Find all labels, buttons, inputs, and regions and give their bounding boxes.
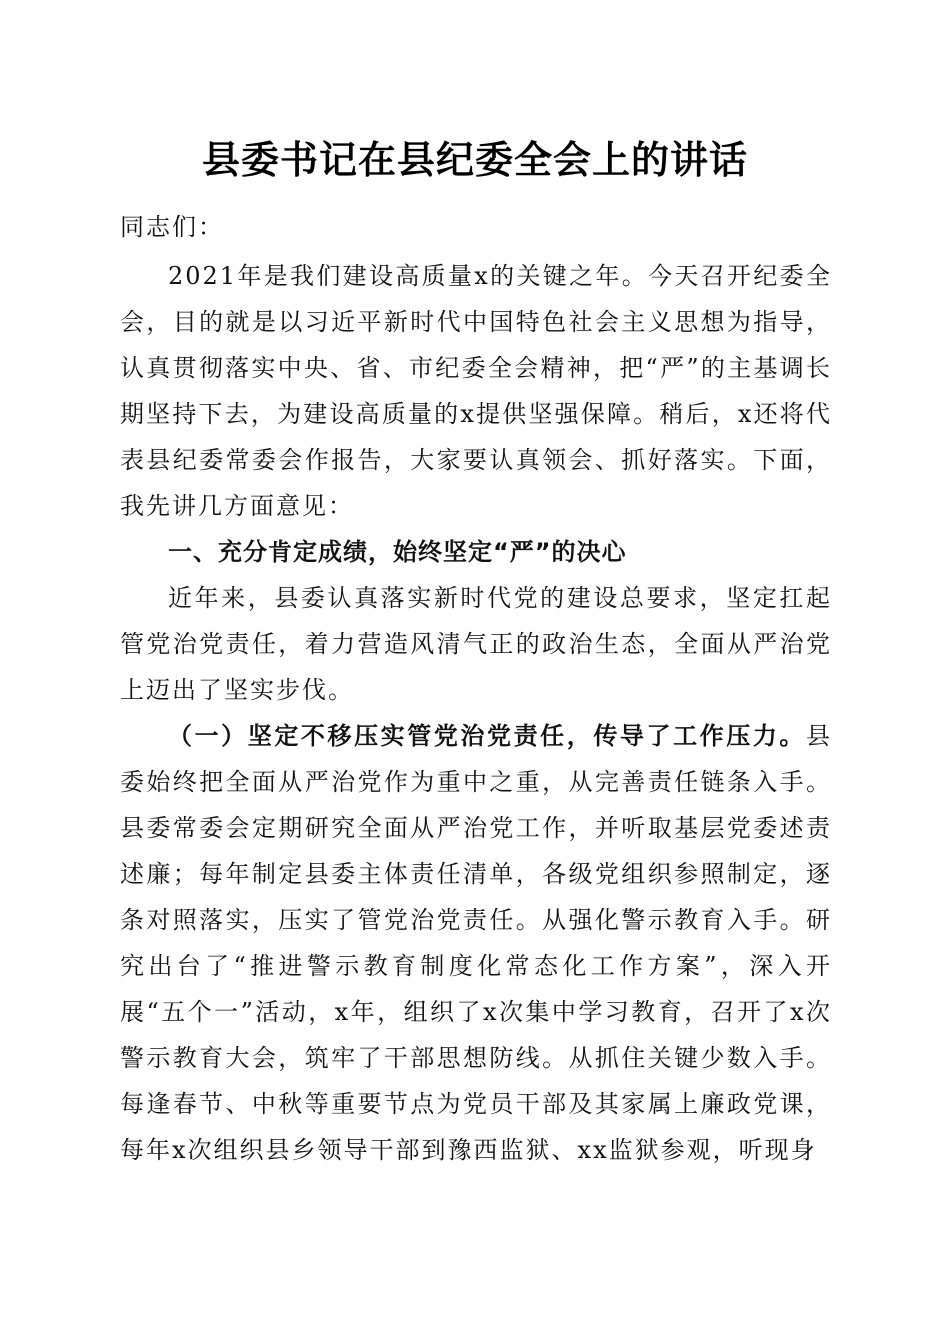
salutation: 同志们： (120, 213, 224, 241)
paragraph-item-1 (120, 713, 832, 1173)
paragraph-intro: 2021年是我们建设高质量x的关键之年。今天召开纪委全会，目的就是以习近平新时代中国特色社会主义思想为指导，认真贯彻落实中央、省、市纪委全会精神，把“严”的主基调长期坚持下去，为建设高质量的x提供坚强保障。稍后，x还将代表县纪委常委会作报告，大家要认真领会、抓好落实。下面，我先讲几方面意见： (120, 262, 832, 520)
document-body (120, 200, 832, 1173)
section-heading-1: 一、充分肯定成绩，始终坚定“严”的决心 (168, 538, 627, 566)
item-heading-1: （一）坚定不移压实管党治党责任，传导了工作压力。 (168, 721, 806, 750)
document-title: 县委书记在县纪委全会上的讲话 (201, 137, 748, 182)
item-body-1: 县委始终把全面从严治党作为重中之重，从完善责任链条入手。县委常委会定期研究全面从严治党工作，并听取基层党委述责述廉；每年制定县委主体责任清单，各级党组织参照制定，逐条对照落实，压实了管党治党责任。从强化警示教育入手。研究出台了“推进警示教育制度化常态化工作方案”，深入开展“五个一”活动，x年，组织了x次集中学习教育，召开了x次警示教育大会，筑牢了干部思想防线。从抓住关键少数入手。每逢春节、中秋等重要节点为党员干部及其家属上廉政党课，每年x次组织县乡领导干部到豫西监狱、xx监狱参观，听现身 (120, 722, 832, 1164)
paragraph-section1-intro: 近年来，县委认真落实新时代党的建设总要求，坚定扛起管党治党责任，着力营造风清气正的政治生态，全面从严治党上迈出了坚实步伐。 (120, 584, 832, 704)
